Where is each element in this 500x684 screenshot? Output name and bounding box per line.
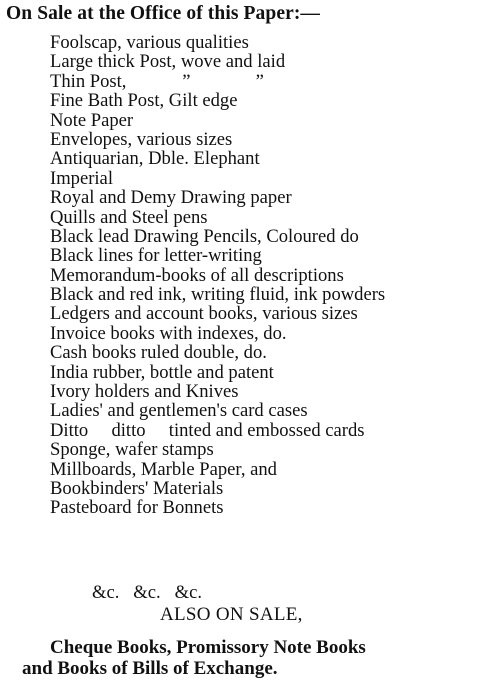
list-item: Black lead Drawing Pencils, Coloured do bbox=[50, 225, 359, 247]
list-item: Imperial bbox=[50, 167, 113, 189]
list-item: Ditto ditto tinted and embossed cards bbox=[50, 419, 365, 441]
also-on-sale-heading: ALSO ON SALE, bbox=[160, 604, 303, 625]
list-item: Pasteboard for Bonnets bbox=[50, 497, 224, 519]
advertisement-heading: On Sale at the Office of this Paper:— bbox=[6, 3, 321, 24]
list-item: Envelopes, various sizes bbox=[50, 128, 233, 150]
footer-line-2: and Books of Bills of Exchange. bbox=[22, 658, 278, 679]
list-item: Black and red ink, writing fluid, ink powders bbox=[50, 284, 386, 306]
list-item: Cash books ruled double, do. bbox=[50, 342, 267, 364]
list-item: India rubber, bottle and patent bbox=[50, 361, 274, 383]
footer-line-1: Cheque Books, Promissory Note Books bbox=[50, 637, 366, 658]
list-item: Invoice books with indexes, do. bbox=[50, 322, 287, 344]
list-item: Quills and Steel pens bbox=[50, 206, 208, 228]
list-item: Bookbinders' Materials bbox=[50, 477, 224, 499]
list-item: Note Paper bbox=[50, 109, 134, 131]
list-item: Millboards, Marble Paper, and bbox=[50, 458, 277, 480]
list-item: Ledgers and account books, various sizes bbox=[50, 303, 358, 325]
list-item: Ladies' and gentlemen's card cases bbox=[50, 400, 308, 422]
item-list bbox=[50, 33, 385, 518]
list-item: Sponge, wafer stamps bbox=[50, 439, 214, 461]
list-item: Ivory holders and Knives bbox=[50, 381, 239, 403]
list-item: Memorandum-books of all descriptions bbox=[50, 264, 344, 286]
list-item: Foolscap, various qualities bbox=[50, 32, 249, 53]
list-item: Royal and Demy Drawing paper bbox=[50, 187, 292, 209]
list-item: Black lines for letter-writing bbox=[50, 245, 262, 267]
list-item: Antiquarian, Dble. Elephant bbox=[50, 148, 260, 170]
list-item: Fine Bath Post, Gilt edge bbox=[50, 90, 238, 112]
etc-line: &c. &c. &c. bbox=[92, 582, 202, 603]
list-item: Thin Post, ” ” bbox=[50, 70, 264, 92]
list-item: Large thick Post, wove and laid bbox=[50, 51, 286, 73]
